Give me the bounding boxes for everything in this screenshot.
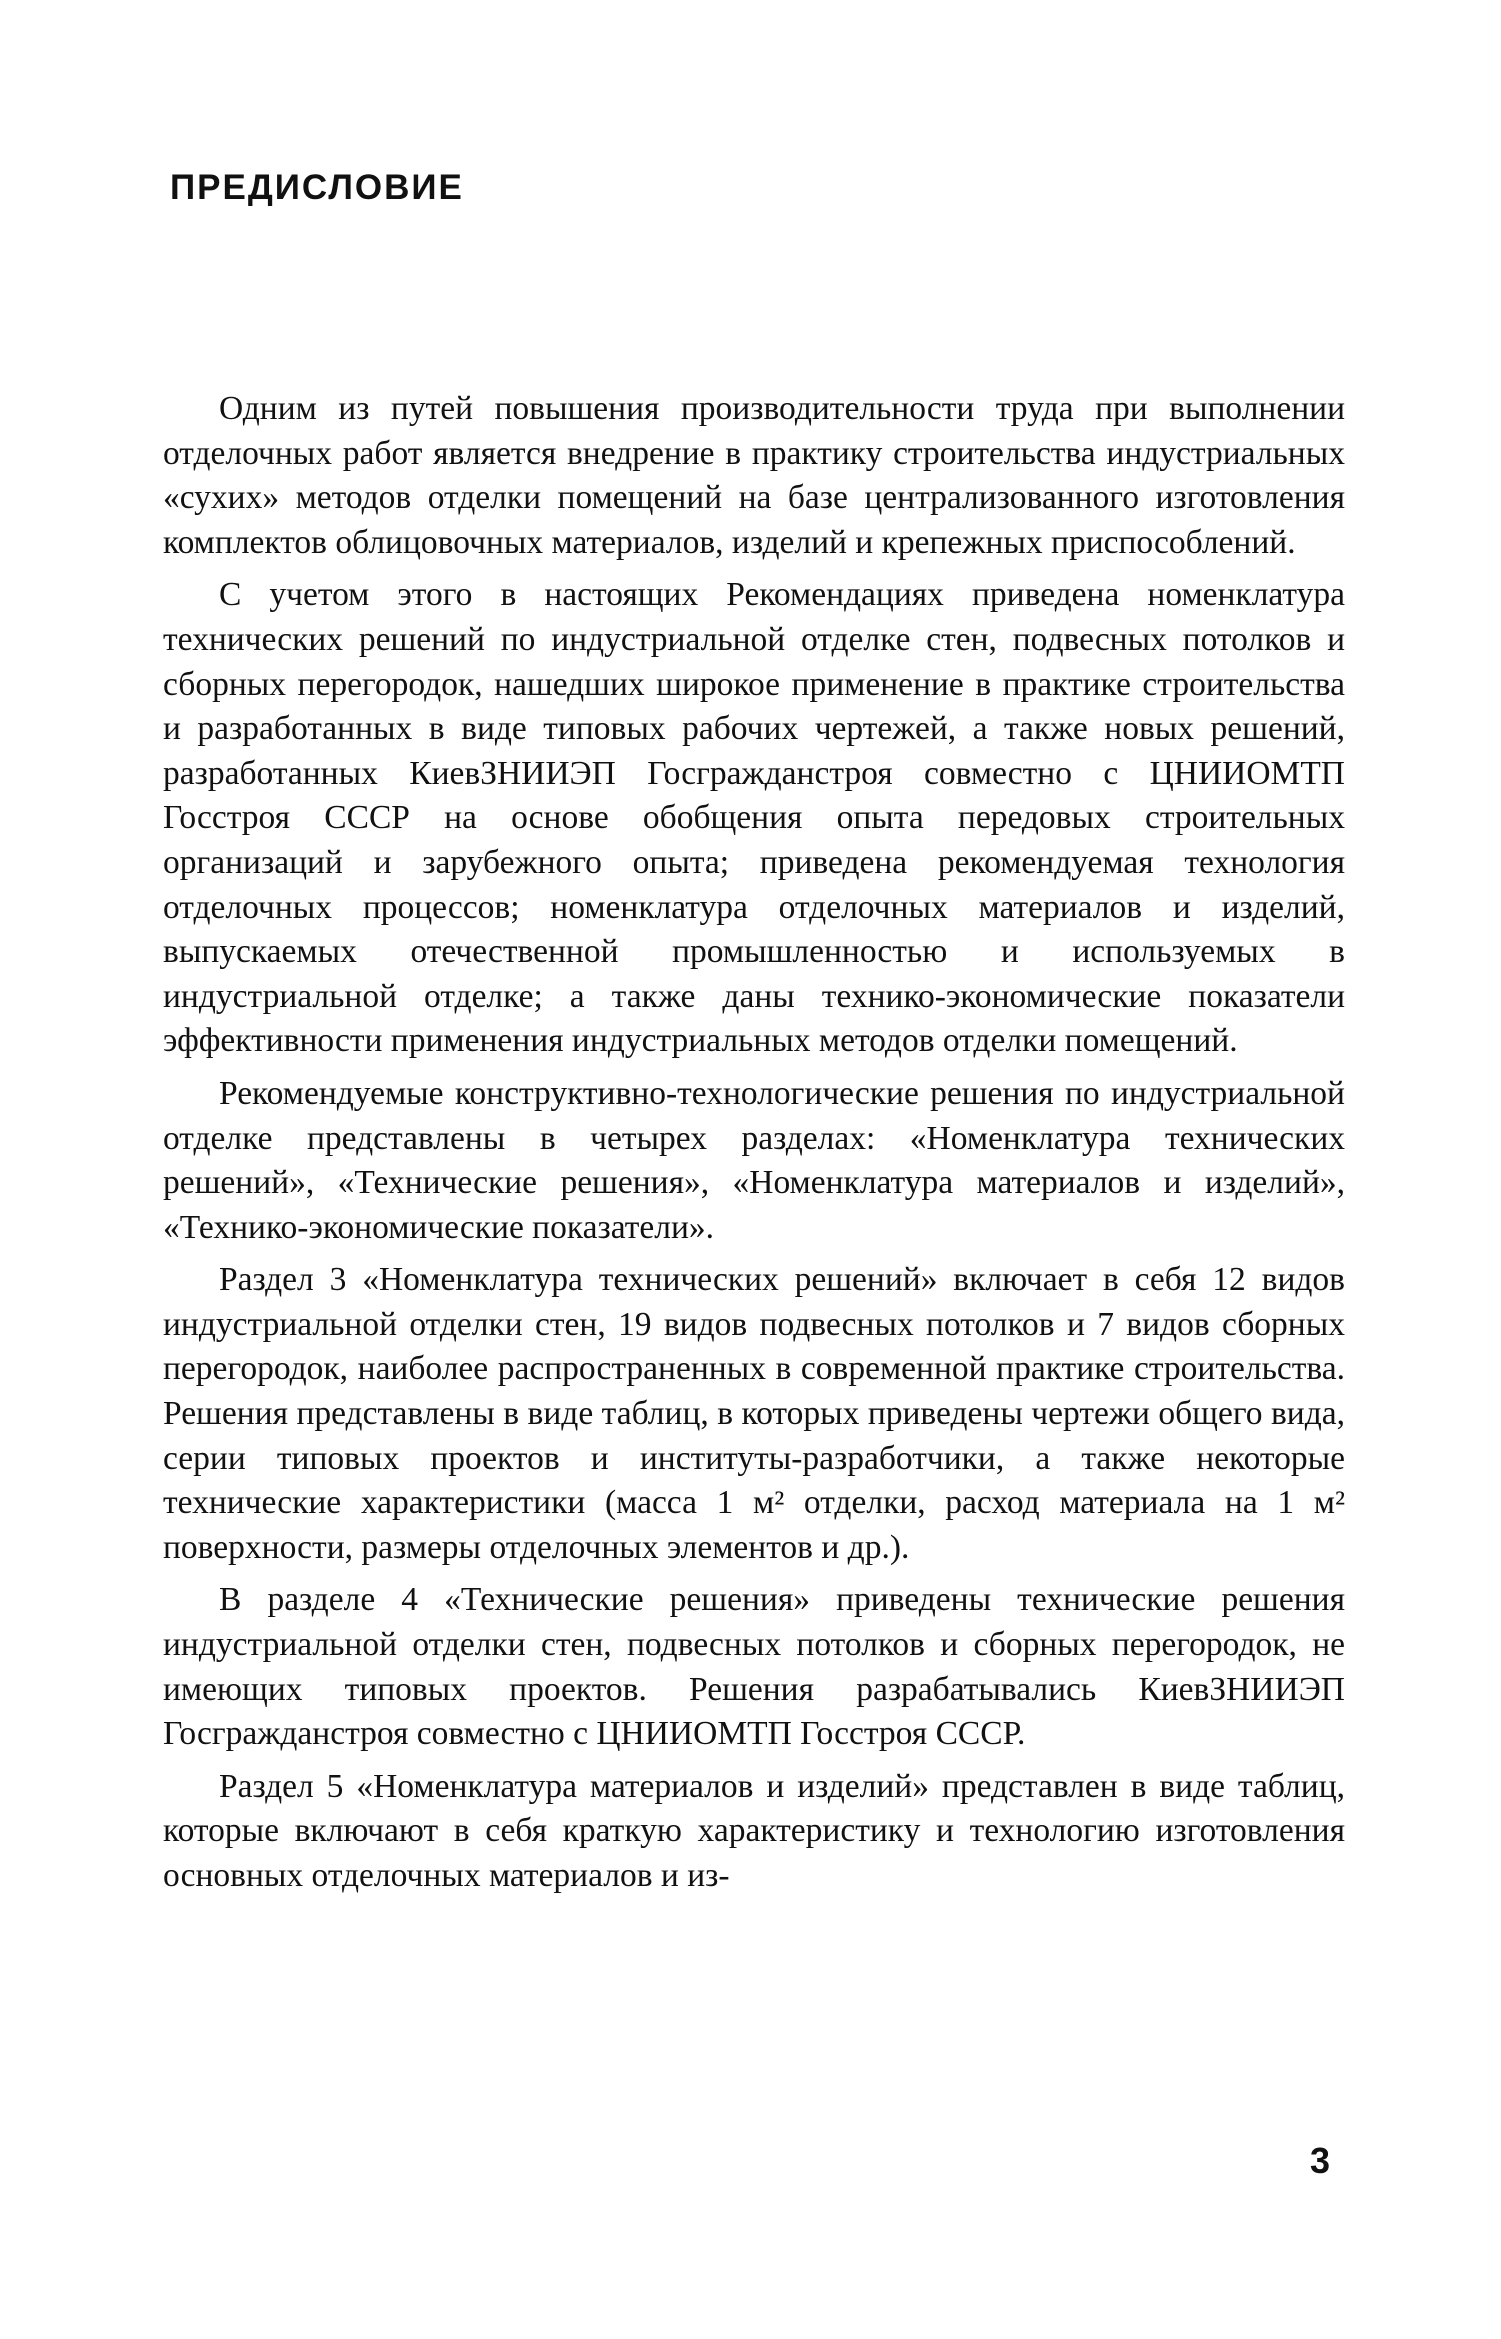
paragraph-5: В разделе 4 «Технические решения» приведены технические решения индустриальной отделки стен, подвесных потолков и сборных перегородок, не имеющих типовых проектов. Решения разрабатывались КиевЗНИИЭП Госгражданстроя совместно с ЦНИИОМТП Госстроя СССР. xyxy=(163,1581,1345,1753)
paragraph-1: Одним из путей повышения производительности труда при выполнении отделочных работ является внедрение в практику строительства индустриальных «сухих» методов отделки помещений на базе централизованного изготовления комплектов облицовочных материалов, изделий и крепежных приспособлений. xyxy=(163,390,1345,561)
paragraph-3: Рекомендуемые конструктивно-технологические решения по индустриальной отделке представлены в четырех разделах: «Номенклатура технических решений», «Технические решения», «Номенклатура материалов и изделий», «Технико-экономические показатели». xyxy=(163,1074,1345,1246)
paragraph-4: Раздел 3 «Номенклатура технических решений» включает в себя 12 видов индустриальной отделки стен, 19 видов подвесных потолков и 7 видов сборных перегородок, наиболее распространенных в современной практике строительства. Решения представлены в виде таблиц, в которых приведены чертежи общего вида, серии типовых проектов и институты-разработчики, а также некоторые технические характеристики (масса 1 м² отделки, расход материала на 1 м² поверхности, размеры отделочных элементов и др.). xyxy=(163,1261,1345,1566)
page-title: ПРЕДИСЛОВИЕ xyxy=(170,168,464,207)
paragraph-2: С учетом этого в настоящих Рекомендациях приведена номенклатура технических решений по индустриальной отделке стен, подвесных потолков и сборных перегородок, нашедших широкое применение в практике строительства и разработанных в виде типовых рабочих чертежей, а также новых решений, разработанных КиевЗНИИЭП Госгражданстроя совместно с ЦНИИОМТП Госстроя СССР на основе обобщения опыта передовых строительных организаций и зарубежного опыта; приведена рекомендуемая технология отделочных процессов; номенклатура отделочных материалов и изделий, выпускаемых отечественной промышленностью и используемых в индустриальной отделке; а также даны технико-экономические показатели эффективности применения индустриальных методов отделки помещений. xyxy=(163,576,1345,1060)
body-text xyxy=(163,387,1345,1899)
paragraph-6: Раздел 5 «Номенклатура материалов и изделий» представлен в виде таблиц, которые включают в себя краткую характеристику и технологию изготовления основных отделочных материалов и из- xyxy=(163,1767,1345,1894)
page-number: 3 xyxy=(1310,2140,1331,2181)
